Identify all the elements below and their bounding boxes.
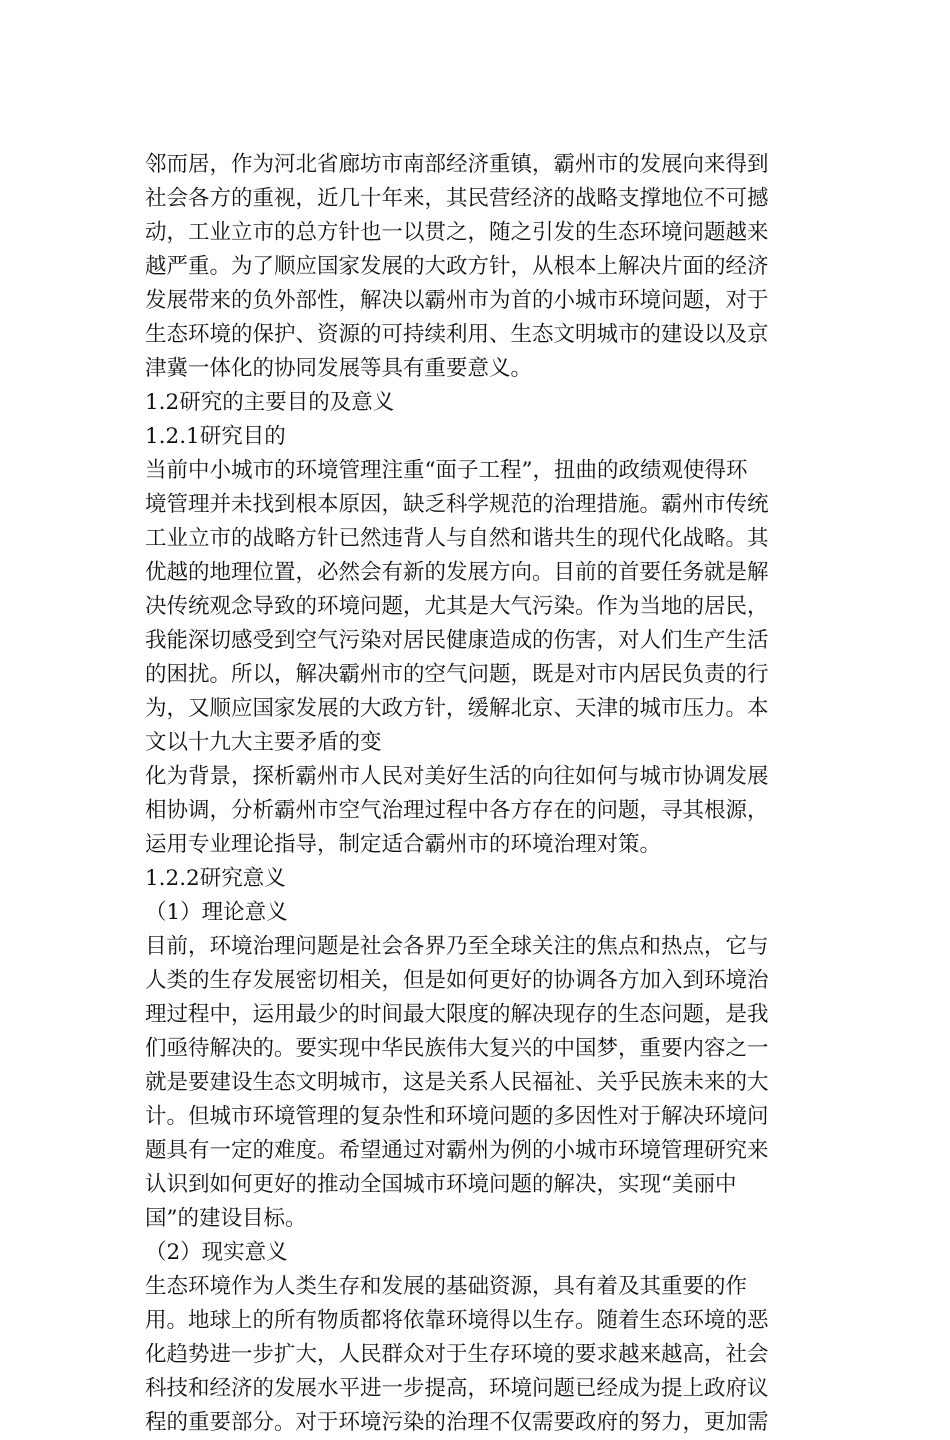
text-line: 程的重要部分。对于环境污染的治理不仅需要政府的努力，更加需 [145,1410,769,1435]
text-line: 津冀一体化的协同发展等具有重要意义。 [145,356,533,381]
text-line: 文以十九大主要矛盾的变 [145,730,382,755]
text-line: 决传统观念导致的环境问题，尤其是大气污染。作为当地的居民， [145,594,769,619]
text-line: 社会各方的重视，近几十年来，其民营经济的战略支撑地位不可撼 [145,186,769,211]
text-line: 越严重。为了顺应国家发展的大政方针，从根本上解决片面的经济 [145,254,769,279]
text-line: 发展带来的负外部性，解决以霸州市为首的小城市环境问题，对于 [145,288,769,313]
text-line: 运用专业理论指导，制定适合霸州市的环境治理对策。 [145,832,662,857]
text-line: 工业立市的战略方针已然违背人与自然和谐共生的现代化战略。其 [145,526,769,551]
item-heading: （2）现实意义 [145,1240,288,1265]
text-line: 相协调，分析霸州市空气治理过程中各方存在的问题，寻其根源， [145,798,769,823]
text-line: 目前，环境治理问题是社会各界乃至全球关注的焦点和热点，它与 [145,934,769,959]
text-line: 邻而居，作为河北省廊坊市南部经济重镇，霸州市的发展向来得到 [145,152,769,177]
text-line: 国”的建设目标。 [145,1206,307,1231]
text-line: 化为背景，探析霸州市人民对美好生活的向往如何与城市协调发展 [145,764,769,789]
text-line: 我能深切感受到空气污染对居民健康造成的伤害，对人们生产生活 [145,628,769,653]
text-line: 科技和经济的发展水平进一步提高，环境问题已经成为提上政府议 [145,1376,769,1401]
subsection-heading: 1.2.2研究意义 [145,866,286,891]
item-heading: （1）理论意义 [145,900,288,925]
text-line: 就是要建设生态文明城市，这是关系人民福祉、关乎民族未来的大 [145,1070,769,1095]
text-line: 为，又顺应国家发展的大政方针，缓解北京、天津的城市压力。本 [145,696,769,721]
text-line: 当前中小城市的环境管理注重“面子工程”，扭曲的政绩观使得环 [145,458,748,483]
text-line: 优越的地理位置，必然会有新的发展方向。目前的首要任务就是解 [145,560,769,585]
text-line: 题具有一定的难度。希望通过对霸州为例的小城市环境管理研究来 [145,1138,769,1163]
text-line: 们亟待解决的。要实现中华民族伟大复兴的中国梦，重要内容之一 [145,1036,769,1061]
section-heading: 1.2研究的主要目的及意义 [145,390,395,415]
subsection-heading: 1.2.1研究目的 [145,424,286,449]
text-line: 生态环境的保护、资源的可持续利用、生态文明城市的建设以及京 [145,322,769,347]
document-page [145,148,805,1440]
text-line: 认识到如何更好的推动全国城市环境问题的解决，实现“美丽中 [145,1172,737,1197]
text-line: 用。地球上的所有物质都将依靠环境得以生存。随着生态环境的恶 [145,1308,769,1333]
text-line: 境管理并未找到根本原因，缺乏科学规范的治理措施。霸州市传统 [145,492,769,517]
text-line: 生态环境作为人类生存和发展的基础资源，具有着及其重要的作 [145,1274,748,1299]
text-line: 人类的生存发展密切相关，但是如何更好的协调各方加入到环境治 [145,968,769,993]
text-line: 的困扰。所以，解决霸州市的空气问题，既是对市内居民负责的行 [145,662,769,687]
text-line: 理过程中，运用最少的时间最大限度的解决现存的生态问题，是我 [145,1002,769,1027]
text-line: 计。但城市环境管理的复杂性和环境问题的多因性对于解决环境问 [145,1104,769,1129]
text-line: 化趋势进一步扩大，人民群众对于生存环境的要求越来越高，社会 [145,1342,769,1367]
text-line: 动，工业立市的总方针也一以贯之，随之引发的生态环境问题越来 [145,220,769,245]
